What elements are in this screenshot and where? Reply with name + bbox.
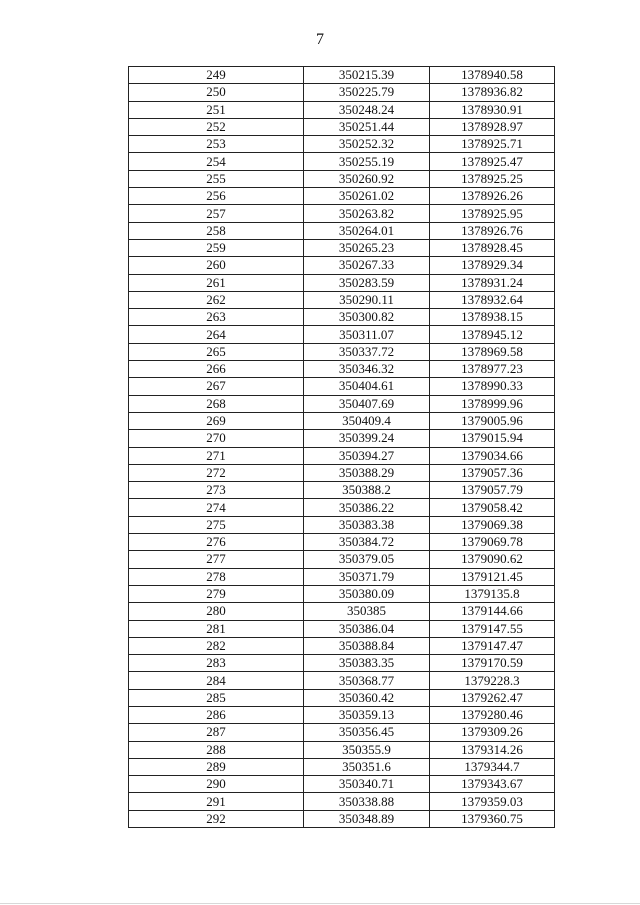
x-coordinate-cell: 350260.92 <box>304 170 430 187</box>
table-row <box>129 67 555 84</box>
y-coordinate-cell: 1378977.23 <box>430 361 555 378</box>
x-coordinate-cell: 350368.77 <box>304 672 430 689</box>
point-number-cell: 249 <box>129 67 304 84</box>
x-coordinate-cell: 350360.42 <box>304 689 430 706</box>
x-coordinate-cell: 350380.09 <box>304 585 430 602</box>
scan-edge-line <box>0 903 640 904</box>
table-row <box>129 585 555 602</box>
table-row <box>129 516 555 533</box>
x-coordinate-cell: 350355.9 <box>304 741 430 758</box>
y-coordinate-cell: 1379069.78 <box>430 534 555 551</box>
y-coordinate-cell: 1378925.71 <box>430 136 555 153</box>
table-row <box>129 447 555 464</box>
coordinates-table <box>128 66 555 828</box>
y-coordinate-cell: 1379090.62 <box>430 551 555 568</box>
y-coordinate-cell: 1379343.67 <box>430 776 555 793</box>
point-number-cell: 287 <box>129 724 304 741</box>
point-number-cell: 265 <box>129 343 304 360</box>
y-coordinate-cell: 1378969.58 <box>430 343 555 360</box>
y-coordinate-cell: 1378940.58 <box>430 67 555 84</box>
x-coordinate-cell: 350386.04 <box>304 620 430 637</box>
y-coordinate-cell: 1379069.38 <box>430 516 555 533</box>
x-coordinate-cell: 350351.6 <box>304 758 430 775</box>
point-number-cell: 271 <box>129 447 304 464</box>
x-coordinate-cell: 350215.39 <box>304 67 430 84</box>
x-coordinate-cell: 350340.71 <box>304 776 430 793</box>
x-coordinate-cell: 350384.72 <box>304 534 430 551</box>
y-coordinate-cell: 1378930.91 <box>430 101 555 118</box>
x-coordinate-cell: 350385 <box>304 603 430 620</box>
y-coordinate-cell: 1378936.82 <box>430 84 555 101</box>
point-number-cell: 274 <box>129 499 304 516</box>
point-number-cell: 286 <box>129 706 304 723</box>
y-coordinate-cell: 1379144.66 <box>430 603 555 620</box>
table-row <box>129 170 555 187</box>
point-number-cell: 291 <box>129 793 304 810</box>
table-row <box>129 343 555 360</box>
x-coordinate-cell: 350251.44 <box>304 118 430 135</box>
point-number-cell: 278 <box>129 568 304 585</box>
y-coordinate-cell: 1379309.26 <box>430 724 555 741</box>
point-number-cell: 292 <box>129 810 304 827</box>
table-row <box>129 412 555 429</box>
point-number-cell: 259 <box>129 239 304 256</box>
y-coordinate-cell: 1378945.12 <box>430 326 555 343</box>
table-row <box>129 741 555 758</box>
y-coordinate-cell: 1379147.47 <box>430 637 555 654</box>
table-row <box>129 239 555 256</box>
table-row <box>129 499 555 516</box>
table-row <box>129 724 555 741</box>
table-row <box>129 222 555 239</box>
point-number-cell: 275 <box>129 516 304 533</box>
y-coordinate-cell: 1378932.64 <box>430 291 555 308</box>
x-coordinate-cell: 350252.32 <box>304 136 430 153</box>
table-row <box>129 810 555 827</box>
point-number-cell: 272 <box>129 464 304 481</box>
point-number-cell: 277 <box>129 551 304 568</box>
y-coordinate-cell: 1379135.8 <box>430 585 555 602</box>
y-coordinate-cell: 1379057.36 <box>430 464 555 481</box>
x-coordinate-cell: 350379.05 <box>304 551 430 568</box>
table-row <box>129 274 555 291</box>
table-row <box>129 309 555 326</box>
table-row <box>129 326 555 343</box>
point-number-cell: 289 <box>129 758 304 775</box>
point-number-cell: 263 <box>129 309 304 326</box>
point-number-cell: 288 <box>129 741 304 758</box>
point-number-cell: 273 <box>129 482 304 499</box>
y-coordinate-cell: 1379228.3 <box>430 672 555 689</box>
x-coordinate-cell: 350359.13 <box>304 706 430 723</box>
point-number-cell: 276 <box>129 534 304 551</box>
y-coordinate-cell: 1378928.97 <box>430 118 555 135</box>
x-coordinate-cell: 350264.01 <box>304 222 430 239</box>
point-number-cell: 268 <box>129 395 304 412</box>
y-coordinate-cell: 1378925.47 <box>430 153 555 170</box>
table-row <box>129 188 555 205</box>
x-coordinate-cell: 350255.19 <box>304 153 430 170</box>
y-coordinate-cell: 1379314.26 <box>430 741 555 758</box>
table-row <box>129 706 555 723</box>
table-row <box>129 257 555 274</box>
x-coordinate-cell: 350388.84 <box>304 637 430 654</box>
y-coordinate-cell: 1379058.42 <box>430 499 555 516</box>
point-number-cell: 255 <box>129 170 304 187</box>
x-coordinate-cell: 350267.33 <box>304 257 430 274</box>
y-coordinate-cell: 1378925.95 <box>430 205 555 222</box>
table-row <box>129 118 555 135</box>
y-coordinate-cell: 1379280.46 <box>430 706 555 723</box>
point-number-cell: 261 <box>129 274 304 291</box>
point-number-cell: 270 <box>129 430 304 447</box>
x-coordinate-cell: 350248.24 <box>304 101 430 118</box>
y-coordinate-cell: 1379005.96 <box>430 412 555 429</box>
x-coordinate-cell: 350356.45 <box>304 724 430 741</box>
point-number-cell: 254 <box>129 153 304 170</box>
page-number: 7 <box>316 31 324 48</box>
table-row <box>129 84 555 101</box>
x-coordinate-cell: 350348.89 <box>304 810 430 827</box>
table-row <box>129 378 555 395</box>
x-coordinate-cell: 350399.24 <box>304 430 430 447</box>
x-coordinate-cell: 350311.07 <box>304 326 430 343</box>
x-coordinate-cell: 350337.72 <box>304 343 430 360</box>
point-number-cell: 258 <box>129 222 304 239</box>
table-row <box>129 361 555 378</box>
point-number-cell: 290 <box>129 776 304 793</box>
table-row <box>129 482 555 499</box>
table-row <box>129 153 555 170</box>
table-row <box>129 205 555 222</box>
x-coordinate-cell: 350290.11 <box>304 291 430 308</box>
x-coordinate-cell: 350394.27 <box>304 447 430 464</box>
point-number-cell: 260 <box>129 257 304 274</box>
table-row <box>129 101 555 118</box>
point-number-cell: 251 <box>129 101 304 118</box>
y-coordinate-cell: 1378925.25 <box>430 170 555 187</box>
table-row <box>129 464 555 481</box>
y-coordinate-cell: 1378999.96 <box>430 395 555 412</box>
coordinates-table-body <box>129 67 555 828</box>
point-number-cell: 279 <box>129 585 304 602</box>
y-coordinate-cell: 1378928.45 <box>430 239 555 256</box>
y-coordinate-cell: 1378938.15 <box>430 309 555 326</box>
y-coordinate-cell: 1379147.55 <box>430 620 555 637</box>
x-coordinate-cell: 350371.79 <box>304 568 430 585</box>
x-coordinate-cell: 350346.32 <box>304 361 430 378</box>
table-row <box>129 603 555 620</box>
x-coordinate-cell: 350383.35 <box>304 655 430 672</box>
y-coordinate-cell: 1379015.94 <box>430 430 555 447</box>
table-row <box>129 395 555 412</box>
table-row <box>129 291 555 308</box>
x-coordinate-cell: 350404.61 <box>304 378 430 395</box>
x-coordinate-cell: 350300.82 <box>304 309 430 326</box>
table-row <box>129 637 555 654</box>
table-row <box>129 430 555 447</box>
y-coordinate-cell: 1379360.75 <box>430 810 555 827</box>
point-number-cell: 280 <box>129 603 304 620</box>
table-row <box>129 620 555 637</box>
y-coordinate-cell: 1378926.76 <box>430 222 555 239</box>
point-number-cell: 250 <box>129 84 304 101</box>
point-number-cell: 267 <box>129 378 304 395</box>
x-coordinate-cell: 350263.82 <box>304 205 430 222</box>
point-number-cell: 252 <box>129 118 304 135</box>
table-row <box>129 672 555 689</box>
y-coordinate-cell: 1379034.66 <box>430 447 555 464</box>
point-number-cell: 282 <box>129 637 304 654</box>
point-number-cell: 281 <box>129 620 304 637</box>
x-coordinate-cell: 350225.79 <box>304 84 430 101</box>
x-coordinate-cell: 350388.29 <box>304 464 430 481</box>
y-coordinate-cell: 1379057.79 <box>430 482 555 499</box>
y-coordinate-cell: 1378931.24 <box>430 274 555 291</box>
point-number-cell: 283 <box>129 655 304 672</box>
y-coordinate-cell: 1379344.7 <box>430 758 555 775</box>
y-coordinate-cell: 1378929.34 <box>430 257 555 274</box>
x-coordinate-cell: 350388.2 <box>304 482 430 499</box>
y-coordinate-cell: 1379121.45 <box>430 568 555 585</box>
x-coordinate-cell: 350386.22 <box>304 499 430 516</box>
point-number-cell: 262 <box>129 291 304 308</box>
table-row <box>129 689 555 706</box>
x-coordinate-cell: 350261.02 <box>304 188 430 205</box>
point-number-cell: 264 <box>129 326 304 343</box>
table-row <box>129 534 555 551</box>
y-coordinate-cell: 1379170.59 <box>430 655 555 672</box>
table-row <box>129 793 555 810</box>
y-coordinate-cell: 1378990.33 <box>430 378 555 395</box>
y-coordinate-cell: 1379359.03 <box>430 793 555 810</box>
table-row <box>129 551 555 568</box>
y-coordinate-cell: 1379262.47 <box>430 689 555 706</box>
point-number-cell: 257 <box>129 205 304 222</box>
x-coordinate-cell: 350283.59 <box>304 274 430 291</box>
point-number-cell: 284 <box>129 672 304 689</box>
point-number-cell: 285 <box>129 689 304 706</box>
point-number-cell: 256 <box>129 188 304 205</box>
point-number-cell: 269 <box>129 412 304 429</box>
table-row <box>129 758 555 775</box>
table-row <box>129 776 555 793</box>
x-coordinate-cell: 350338.88 <box>304 793 430 810</box>
x-coordinate-cell: 350265.23 <box>304 239 430 256</box>
point-number-cell: 266 <box>129 361 304 378</box>
y-coordinate-cell: 1378926.26 <box>430 188 555 205</box>
table-row <box>129 655 555 672</box>
x-coordinate-cell: 350383.38 <box>304 516 430 533</box>
x-coordinate-cell: 350407.69 <box>304 395 430 412</box>
point-number-cell: 253 <box>129 136 304 153</box>
table-row <box>129 136 555 153</box>
table-row <box>129 568 555 585</box>
x-coordinate-cell: 350409.4 <box>304 412 430 429</box>
